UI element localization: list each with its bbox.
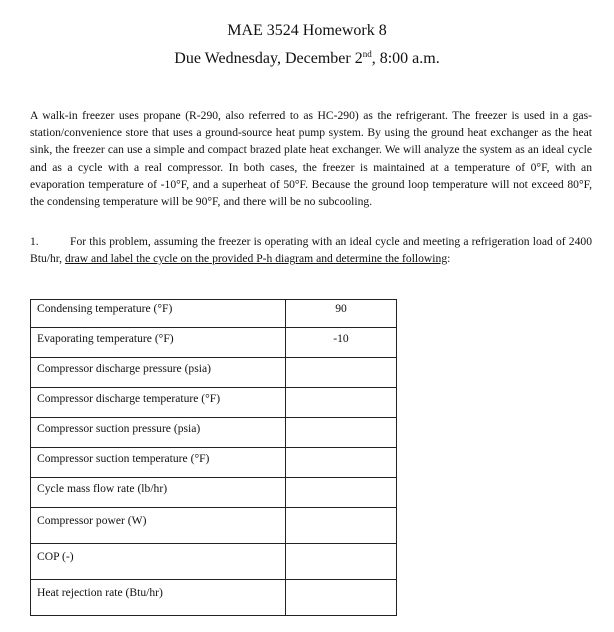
problem-number: 1. — [30, 235, 39, 248]
homework-title: MAE 3524 Homework 8 — [227, 22, 387, 39]
table-row — [31, 300, 397, 328]
due-date — [0, 50, 614, 68]
problem-colon: : — [447, 252, 451, 266]
quantity-cell: Compressor power (W) — [31, 508, 286, 544]
quantity-cell: Condensing temperature (°F) — [31, 300, 286, 328]
results-table — [30, 299, 397, 616]
value-cell[interactable]: 90 — [286, 300, 397, 328]
quantity-cell: Cycle mass flow rate (lb/hr) — [31, 478, 286, 508]
problem-text: For this problem, assuming the freezer is operating with an ideal cycle and meeting a refrigeration load of 2400 Btu/hr, — [30, 235, 592, 266]
quantity-cell: COP (-) — [31, 544, 286, 580]
value-cell[interactable] — [286, 508, 397, 544]
value-cell[interactable] — [286, 544, 397, 580]
quantity-cell: Compressor suction temperature (°F) — [31, 448, 286, 478]
quantity-cell: Heat rejection rate (Btu/hr) — [31, 580, 286, 616]
problem-1 — [30, 233, 592, 267]
value-cell[interactable] — [286, 448, 397, 478]
quantity-cell: Compressor suction pressure (psia) — [31, 418, 286, 448]
quantity-cell: Compressor discharge pressure (psia) — [31, 358, 286, 388]
table-row — [31, 358, 397, 388]
problem-instruction-underlined: draw and label the cycle on the provided P-h diagram and determine the following — [64, 252, 448, 266]
due-date-suffix: , 8:00 a.m. — [371, 50, 440, 67]
quantity-cell: Evaporating temperature (°F) — [31, 328, 286, 358]
intro-paragraph: A walk-in freezer uses propane (R-290, also referred to as HC-290) as the refrigerant. The freezer is used in a gas-station/convenience store that uses a ground-source heat pump system. By using the ground heat exchanger as the heat sink, the freezer can use a simple and compact brazed plate heat exchanger. We will analyze the system as an ideal cycle and as a cycle with a real compressor. In both cases, the freezer is maintained at a temperature of 0°F, with an evaporation temperature of -10°F, and a superheat of 50°F. Because the ground loop temperature will not exceed 80°F, the condensing temperature will be 90°F, and there will be no subcooling. — [30, 109, 592, 209]
quantity-cell: Compressor discharge temperature (°F) — [31, 388, 286, 418]
table-row — [31, 418, 397, 448]
value-cell[interactable]: -10 — [286, 328, 397, 358]
value-cell[interactable] — [286, 388, 397, 418]
value-cell[interactable] — [286, 580, 397, 616]
table-row — [31, 478, 397, 508]
value-cell[interactable] — [286, 478, 397, 508]
table-row — [31, 508, 397, 544]
due-date-ordinal: nd — [362, 49, 372, 59]
table-row — [31, 580, 397, 616]
table-row — [31, 328, 397, 358]
due-date-prefix: Due Wednesday, December 2 — [174, 50, 363, 67]
value-cell[interactable] — [286, 358, 397, 388]
table-row — [31, 388, 397, 418]
table-row — [31, 544, 397, 580]
table-row — [31, 448, 397, 478]
value-cell[interactable] — [286, 418, 397, 448]
